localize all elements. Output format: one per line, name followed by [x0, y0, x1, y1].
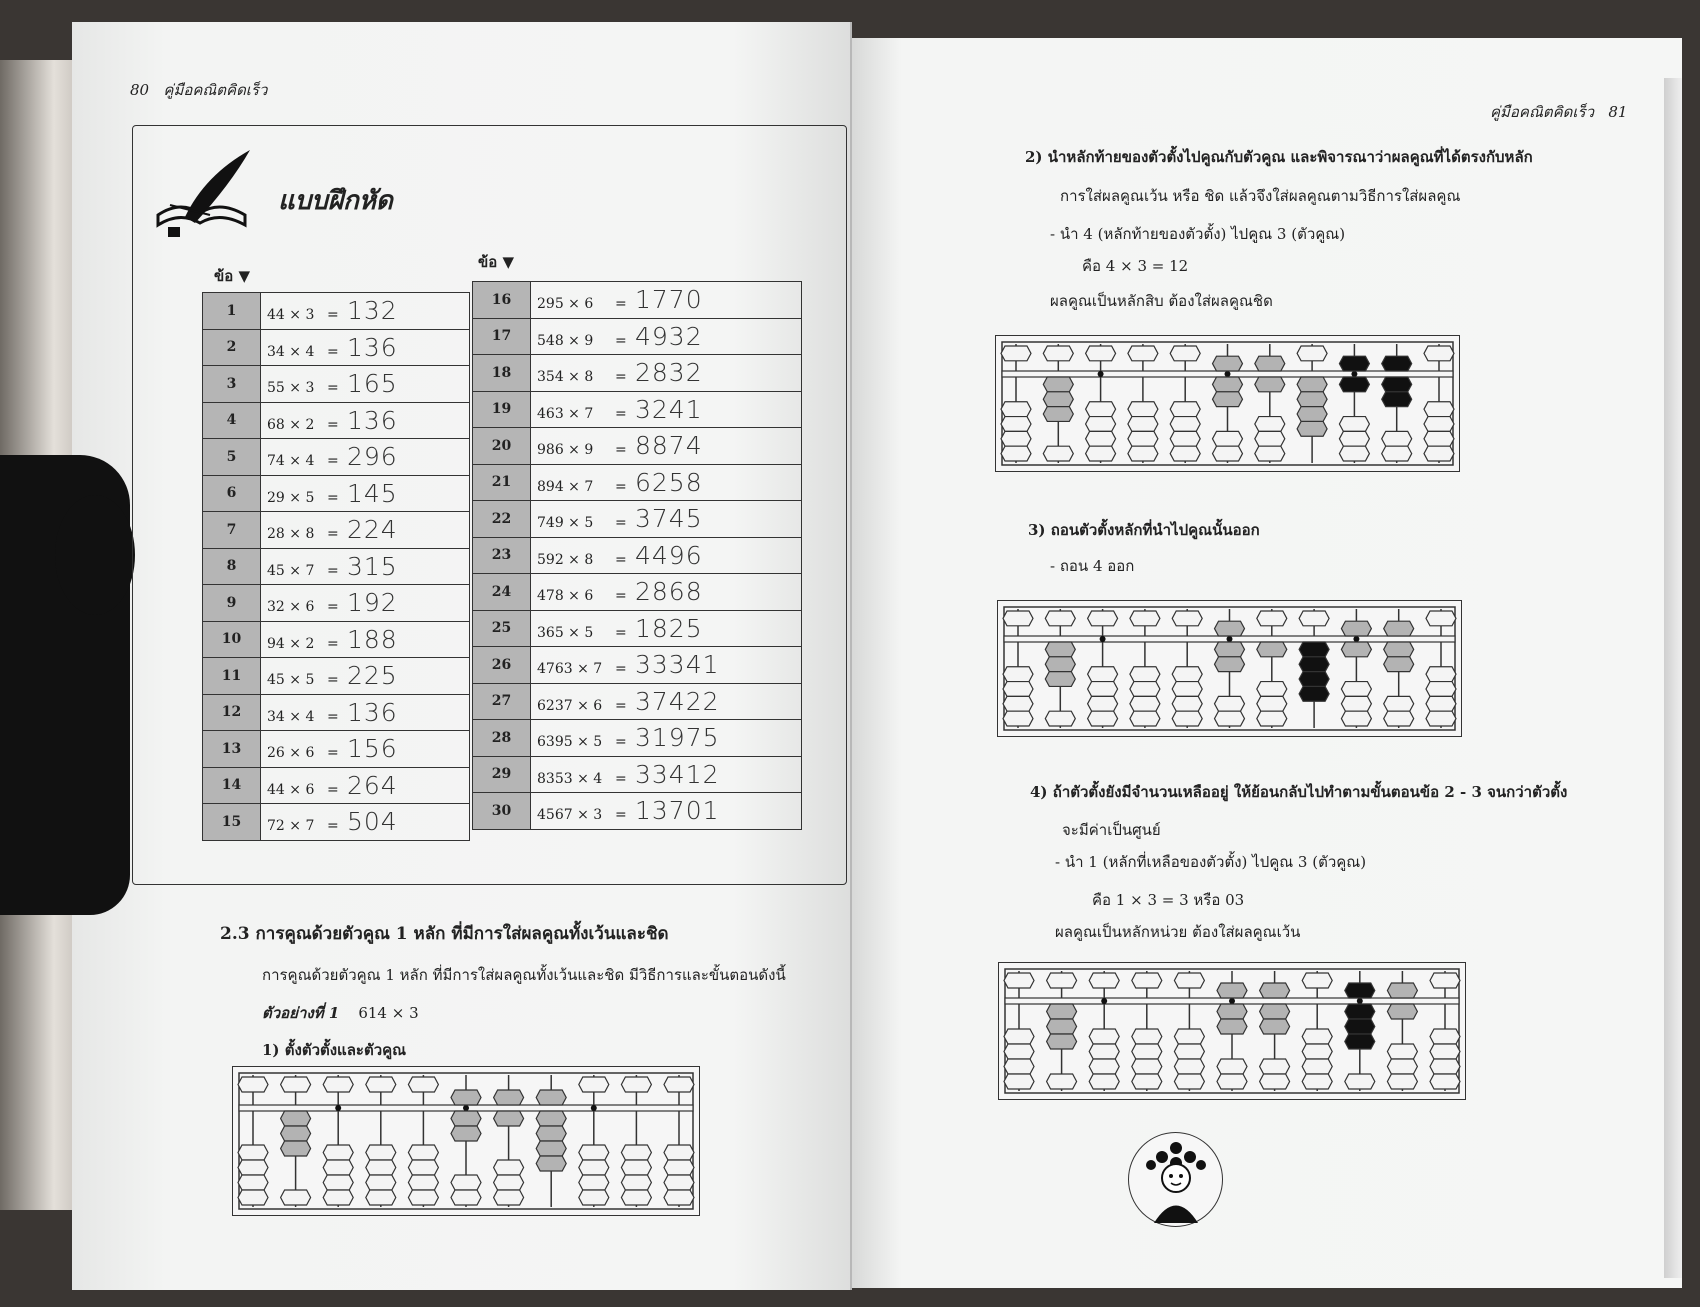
equals-sign: = [327, 380, 339, 397]
abacus-drawing [999, 963, 1465, 1099]
exercise-row [203, 366, 470, 403]
exercise-row [203, 475, 470, 512]
exercise-expression: 354 × 8 [537, 369, 594, 386]
exercise-problem-cell [531, 610, 802, 647]
exercise-problem-cell [261, 767, 470, 804]
exercise-row [473, 391, 802, 428]
equals-sign: = [327, 453, 339, 470]
exercise-expression: 4567 × 3 [537, 807, 603, 824]
exercise-number: 24 [473, 574, 531, 611]
exercise-number: 30 [473, 793, 531, 830]
exercise-expression: 6395 × 5 [537, 734, 603, 751]
exercise-expression: 592 × 8 [537, 551, 594, 568]
exercise-problem-cell [531, 720, 802, 757]
right-header [1490, 100, 1627, 124]
equals-sign: = [615, 442, 627, 459]
exercise-problem-cell [531, 428, 802, 465]
exercise-expression: 55 × 3 [267, 380, 315, 397]
equals-sign: = [615, 770, 627, 787]
abacus-drawing [233, 1067, 699, 1215]
exercise-problem-cell [531, 501, 802, 538]
handwritten-answer: 1825 [635, 613, 703, 643]
left-book-title: คู่มือคณิตคิดเร็ว [163, 81, 268, 99]
example-line [262, 1001, 419, 1025]
exercise-problem-cell [531, 391, 802, 428]
exercise-problem-cell [531, 574, 802, 611]
example-expression: 614 × 3 [358, 1004, 419, 1022]
abacus-step2 [995, 335, 1460, 472]
equals-sign: = [327, 307, 339, 324]
exercise-expression: 548 × 9 [537, 332, 594, 349]
page-edges [1664, 78, 1682, 1278]
handwritten-answer: 3241 [635, 394, 703, 424]
equals-sign: = [615, 332, 627, 349]
right-page-number: 81 [1608, 103, 1628, 121]
exercise-expression: 72 × 7 [267, 818, 315, 835]
exercise-expression: 986 × 9 [537, 442, 594, 459]
exercise-row [473, 282, 802, 319]
exercise-number: 18 [473, 355, 531, 392]
step2-line2: การใส่ผลคูณเว้น หรือ ชิด แล้วจึงใส่ผลคูณตามวิธีการใส่ผลคูณ [1060, 187, 1461, 205]
equals-sign: = [327, 526, 339, 543]
exercise-problem-cell [531, 464, 802, 501]
exercise-expression: 6237 × 6 [537, 697, 603, 714]
exercise-number: 11 [203, 658, 261, 695]
equals-sign: = [615, 369, 627, 386]
exercise-row [473, 318, 802, 355]
handwritten-answer: 1770 [635, 285, 703, 315]
step4-line1: 4) ถ้าตัวตั้งยังมีจำนวนเหลืออยู่ ให้ย้อนกลับไปทำตามขั้นตอนข้อ 2 - 3 จนกว่าตัวตั้ง [1030, 783, 1568, 801]
exercise-problem-cell [261, 439, 470, 476]
exercise-number: 16 [473, 282, 531, 319]
equals-sign: = [615, 296, 627, 313]
handwritten-answer: 156 [347, 734, 398, 764]
exercise-number: 12 [203, 694, 261, 731]
exercise-row [473, 610, 802, 647]
handwritten-answer: 4932 [635, 321, 703, 351]
abacus-step3 [997, 600, 1462, 737]
exercise-problem-cell [531, 282, 802, 319]
exercise-problem-cell [261, 548, 470, 585]
exercise-expression: 45 × 5 [267, 672, 315, 689]
exercise-expression: 4763 × 7 [537, 661, 603, 678]
exercise-number: 27 [473, 683, 531, 720]
exercise-number: 4 [203, 402, 261, 439]
handwritten-answer: 315 [347, 551, 398, 581]
equals-sign: = [615, 405, 627, 422]
exercise-number: 8 [203, 548, 261, 585]
exercise-expression: 463 × 7 [537, 405, 594, 422]
exercise-row [473, 537, 802, 574]
exercise-problem-cell [261, 804, 470, 841]
left-page-number: 80 [130, 81, 150, 99]
exercise-problem-cell [531, 318, 802, 355]
equals-sign: = [327, 781, 339, 798]
exercise-expression: 749 × 5 [537, 515, 594, 532]
exercise-problem-cell [261, 512, 470, 549]
exercise-row [203, 402, 470, 439]
exercise-expression: 894 × 7 [537, 478, 594, 495]
quill-book-icon [150, 145, 260, 255]
exercise-row [473, 720, 802, 757]
exercise-row [203, 804, 470, 841]
handwritten-answer: 192 [347, 588, 398, 618]
exercise-number: 28 [473, 720, 531, 757]
equals-sign: = [615, 661, 627, 678]
exercise-number: 9 [203, 585, 261, 622]
handwritten-answer: 136 [347, 332, 398, 362]
handwritten-answer: 33412 [635, 759, 720, 789]
handwritten-answer: 132 [347, 296, 398, 326]
exercise-number: 21 [473, 464, 531, 501]
equals-sign: = [615, 478, 627, 495]
example-label: ตัวอย่างที่ 1 [262, 1004, 340, 1022]
abacus-drawing [996, 336, 1459, 471]
section-heading: 2.3 การคูณด้วยตัวคูณ 1 หลัก ที่มีการใส่ผลคูณทั้งเว้นและชิด [220, 924, 669, 944]
handwritten-answer: 264 [347, 770, 398, 800]
handwritten-answer: 13701 [635, 796, 720, 826]
exercise-number: 7 [203, 512, 261, 549]
step2-line4: คือ 4 × 3 = 12 [1082, 257, 1189, 275]
equals-sign: = [615, 588, 627, 605]
exercise-row [203, 548, 470, 585]
exercise-expression: 28 × 8 [267, 526, 315, 543]
exercise-title: แบบฝึกหัด [278, 186, 393, 216]
handwritten-answer: 8874 [635, 431, 703, 461]
exercise-problem-cell [261, 658, 470, 695]
exercise-expression: 32 × 6 [267, 599, 315, 616]
section-intro: การคูณด้วยตัวคูณ 1 หลัก ที่มีการใส่ผลคูณทั้งเว้นและชิด มีวิธีการและขั้นตอนดังนี้ [262, 966, 786, 984]
exercise-number: 25 [473, 610, 531, 647]
exercise-row [473, 574, 802, 611]
equals-sign: = [327, 489, 339, 506]
handwritten-answer: 136 [347, 697, 398, 727]
cartoon-girl-icon [1128, 1132, 1223, 1227]
col-label-left: ข้อ ▼ [214, 267, 251, 285]
exercise-row [203, 767, 470, 804]
exercise-number: 14 [203, 767, 261, 804]
exercise-problem-cell [531, 537, 802, 574]
exercise-expression: 44 × 3 [267, 307, 315, 324]
handwritten-answer: 4496 [635, 540, 703, 570]
exercise-row [203, 694, 470, 731]
exercise-expression: 365 × 5 [537, 624, 594, 641]
exercise-expression: 68 × 2 [267, 416, 315, 433]
exercise-problem-cell [261, 475, 470, 512]
handwritten-answer: 2832 [635, 358, 703, 388]
step4-line4: คือ 1 × 3 = 3 หรือ 03 [1092, 891, 1245, 909]
exercise-row [473, 464, 802, 501]
exercise-problem-cell [261, 694, 470, 731]
exercise-expression: 94 × 2 [267, 635, 315, 652]
equals-sign: = [615, 515, 627, 532]
handwritten-answer: 165 [347, 369, 398, 399]
handwritten-answer: 31975 [635, 723, 720, 753]
step4-line3: - นำ 1 (หลักที่เหลือของตัวตั้ง) ไปคูณ 3 (ตัวคูณ) [1055, 853, 1367, 871]
step1-label: 1) ตั้งตัวตั้งและตัวคูณ [262, 1041, 407, 1059]
handwritten-answer: 504 [347, 807, 398, 837]
exercise-number: 13 [203, 731, 261, 768]
exercise-problem-cell [261, 329, 470, 366]
exercise-row [203, 658, 470, 695]
exercise-number: 6 [203, 475, 261, 512]
equals-sign: = [615, 551, 627, 568]
exercise-row [473, 355, 802, 392]
exercise-row [203, 439, 470, 476]
exercise-number: 15 [203, 804, 261, 841]
step3-line2: - ถอน 4 ออก [1050, 557, 1135, 575]
handwritten-answer: 145 [347, 478, 398, 508]
exercise-problem-cell [261, 402, 470, 439]
equals-sign: = [615, 734, 627, 751]
equals-sign: = [327, 672, 339, 689]
equals-sign: = [327, 818, 339, 835]
exercise-row [203, 329, 470, 366]
exercise-table-left [202, 292, 470, 841]
exercise-expression: 44 × 6 [267, 781, 315, 798]
exercise-expression: 34 × 4 [267, 343, 315, 360]
exercise-row [203, 731, 470, 768]
exercise-problem-cell [261, 731, 470, 768]
equals-sign: = [327, 416, 339, 433]
equals-sign: = [327, 562, 339, 579]
handwritten-answer: 2868 [635, 577, 703, 607]
exercise-number: 10 [203, 621, 261, 658]
exercise-number: 26 [473, 647, 531, 684]
abacus-step4 [998, 962, 1466, 1100]
exercise-number: 20 [473, 428, 531, 465]
handwritten-answer: 188 [347, 624, 398, 654]
step4-line2: จะมีค่าเป็นศูนย์ [1062, 821, 1161, 839]
exercise-problem-cell [261, 585, 470, 622]
col-label-right: ข้อ ▼ [478, 253, 515, 271]
exercise-row [203, 512, 470, 549]
equals-sign: = [615, 697, 627, 714]
exercise-row [203, 621, 470, 658]
handwritten-answer: 224 [347, 515, 398, 545]
equals-sign: = [327, 599, 339, 616]
abacus-step1 [232, 1066, 700, 1216]
step2-line3: - นำ 4 (หลักท้ายของตัวตั้ง) ไปคูณ 3 (ตัวคูณ) [1050, 225, 1346, 243]
exercise-problem-cell [531, 793, 802, 830]
exercise-expression: 29 × 5 [267, 489, 315, 506]
handwritten-answer: 37422 [635, 686, 720, 716]
handwritten-answer: 136 [347, 405, 398, 435]
exercise-problem-cell [531, 683, 802, 720]
exercise-row [473, 793, 802, 830]
exercise-row [473, 647, 802, 684]
equals-sign: = [615, 807, 627, 824]
step4-line5: ผลคูณเป็นหลักหน่วย ต้องใส่ผลคูณเว้น [1055, 923, 1301, 941]
dark-cloth [0, 455, 130, 915]
exercise-row [473, 756, 802, 793]
equals-sign: = [327, 745, 339, 762]
exercise-problem-cell [261, 293, 470, 330]
exercise-row [473, 428, 802, 465]
step2-line5: ผลคูณเป็นหลักสิบ ต้องใส่ผลคูณชิด [1050, 292, 1273, 310]
exercise-problem-cell [261, 621, 470, 658]
exercise-row [203, 293, 470, 330]
handwritten-answer: 3745 [635, 504, 703, 534]
handwritten-answer: 225 [347, 661, 398, 691]
exercise-expression: 45 × 7 [267, 562, 315, 579]
equals-sign: = [327, 343, 339, 360]
handwritten-answer: 296 [347, 442, 398, 472]
exercise-number: 5 [203, 439, 261, 476]
exercise-table-right [472, 281, 802, 830]
exercise-expression: 295 × 6 [537, 296, 594, 313]
abacus-drawing [998, 601, 1461, 736]
exercise-number: 17 [473, 318, 531, 355]
exercise-number: 19 [473, 391, 531, 428]
exercise-expression: 74 × 4 [267, 453, 315, 470]
equals-sign: = [327, 635, 339, 652]
exercise-number: 23 [473, 537, 531, 574]
exercise-row [473, 683, 802, 720]
exercise-number: 29 [473, 756, 531, 793]
exercise-problem-cell [531, 355, 802, 392]
exercise-number: 1 [203, 293, 261, 330]
exercise-expression: 26 × 6 [267, 745, 315, 762]
exercise-number: 3 [203, 366, 261, 403]
exercise-expression: 8353 × 4 [537, 770, 603, 787]
exercise-row [473, 501, 802, 538]
exercise-number: 2 [203, 329, 261, 366]
handwritten-answer: 6258 [635, 467, 703, 497]
exercise-problem-cell [261, 366, 470, 403]
exercise-row [203, 585, 470, 622]
exercise-expression: 478 × 6 [537, 588, 594, 605]
step3-line1: 3) ถอนตัวตั้งหลักที่นำไปคูณนั้นออก [1028, 521, 1260, 539]
equals-sign: = [327, 708, 339, 725]
exercise-problem-cell [531, 647, 802, 684]
step2-line1: 2) นำหลักท้ายของตัวตั้งไปคูณกับตัวคูณ และพิจารณาว่าผลคูณที่ได้ตรงกับหลัก [1025, 148, 1533, 166]
exercise-number: 22 [473, 501, 531, 538]
exercise-expression: 34 × 4 [267, 708, 315, 725]
left-header [130, 78, 267, 102]
equals-sign: = [615, 624, 627, 641]
handwritten-answer: 33341 [635, 650, 720, 680]
exercise-problem-cell [531, 756, 802, 793]
right-book-title: คู่มือคณิตคิดเร็ว [1490, 103, 1595, 121]
